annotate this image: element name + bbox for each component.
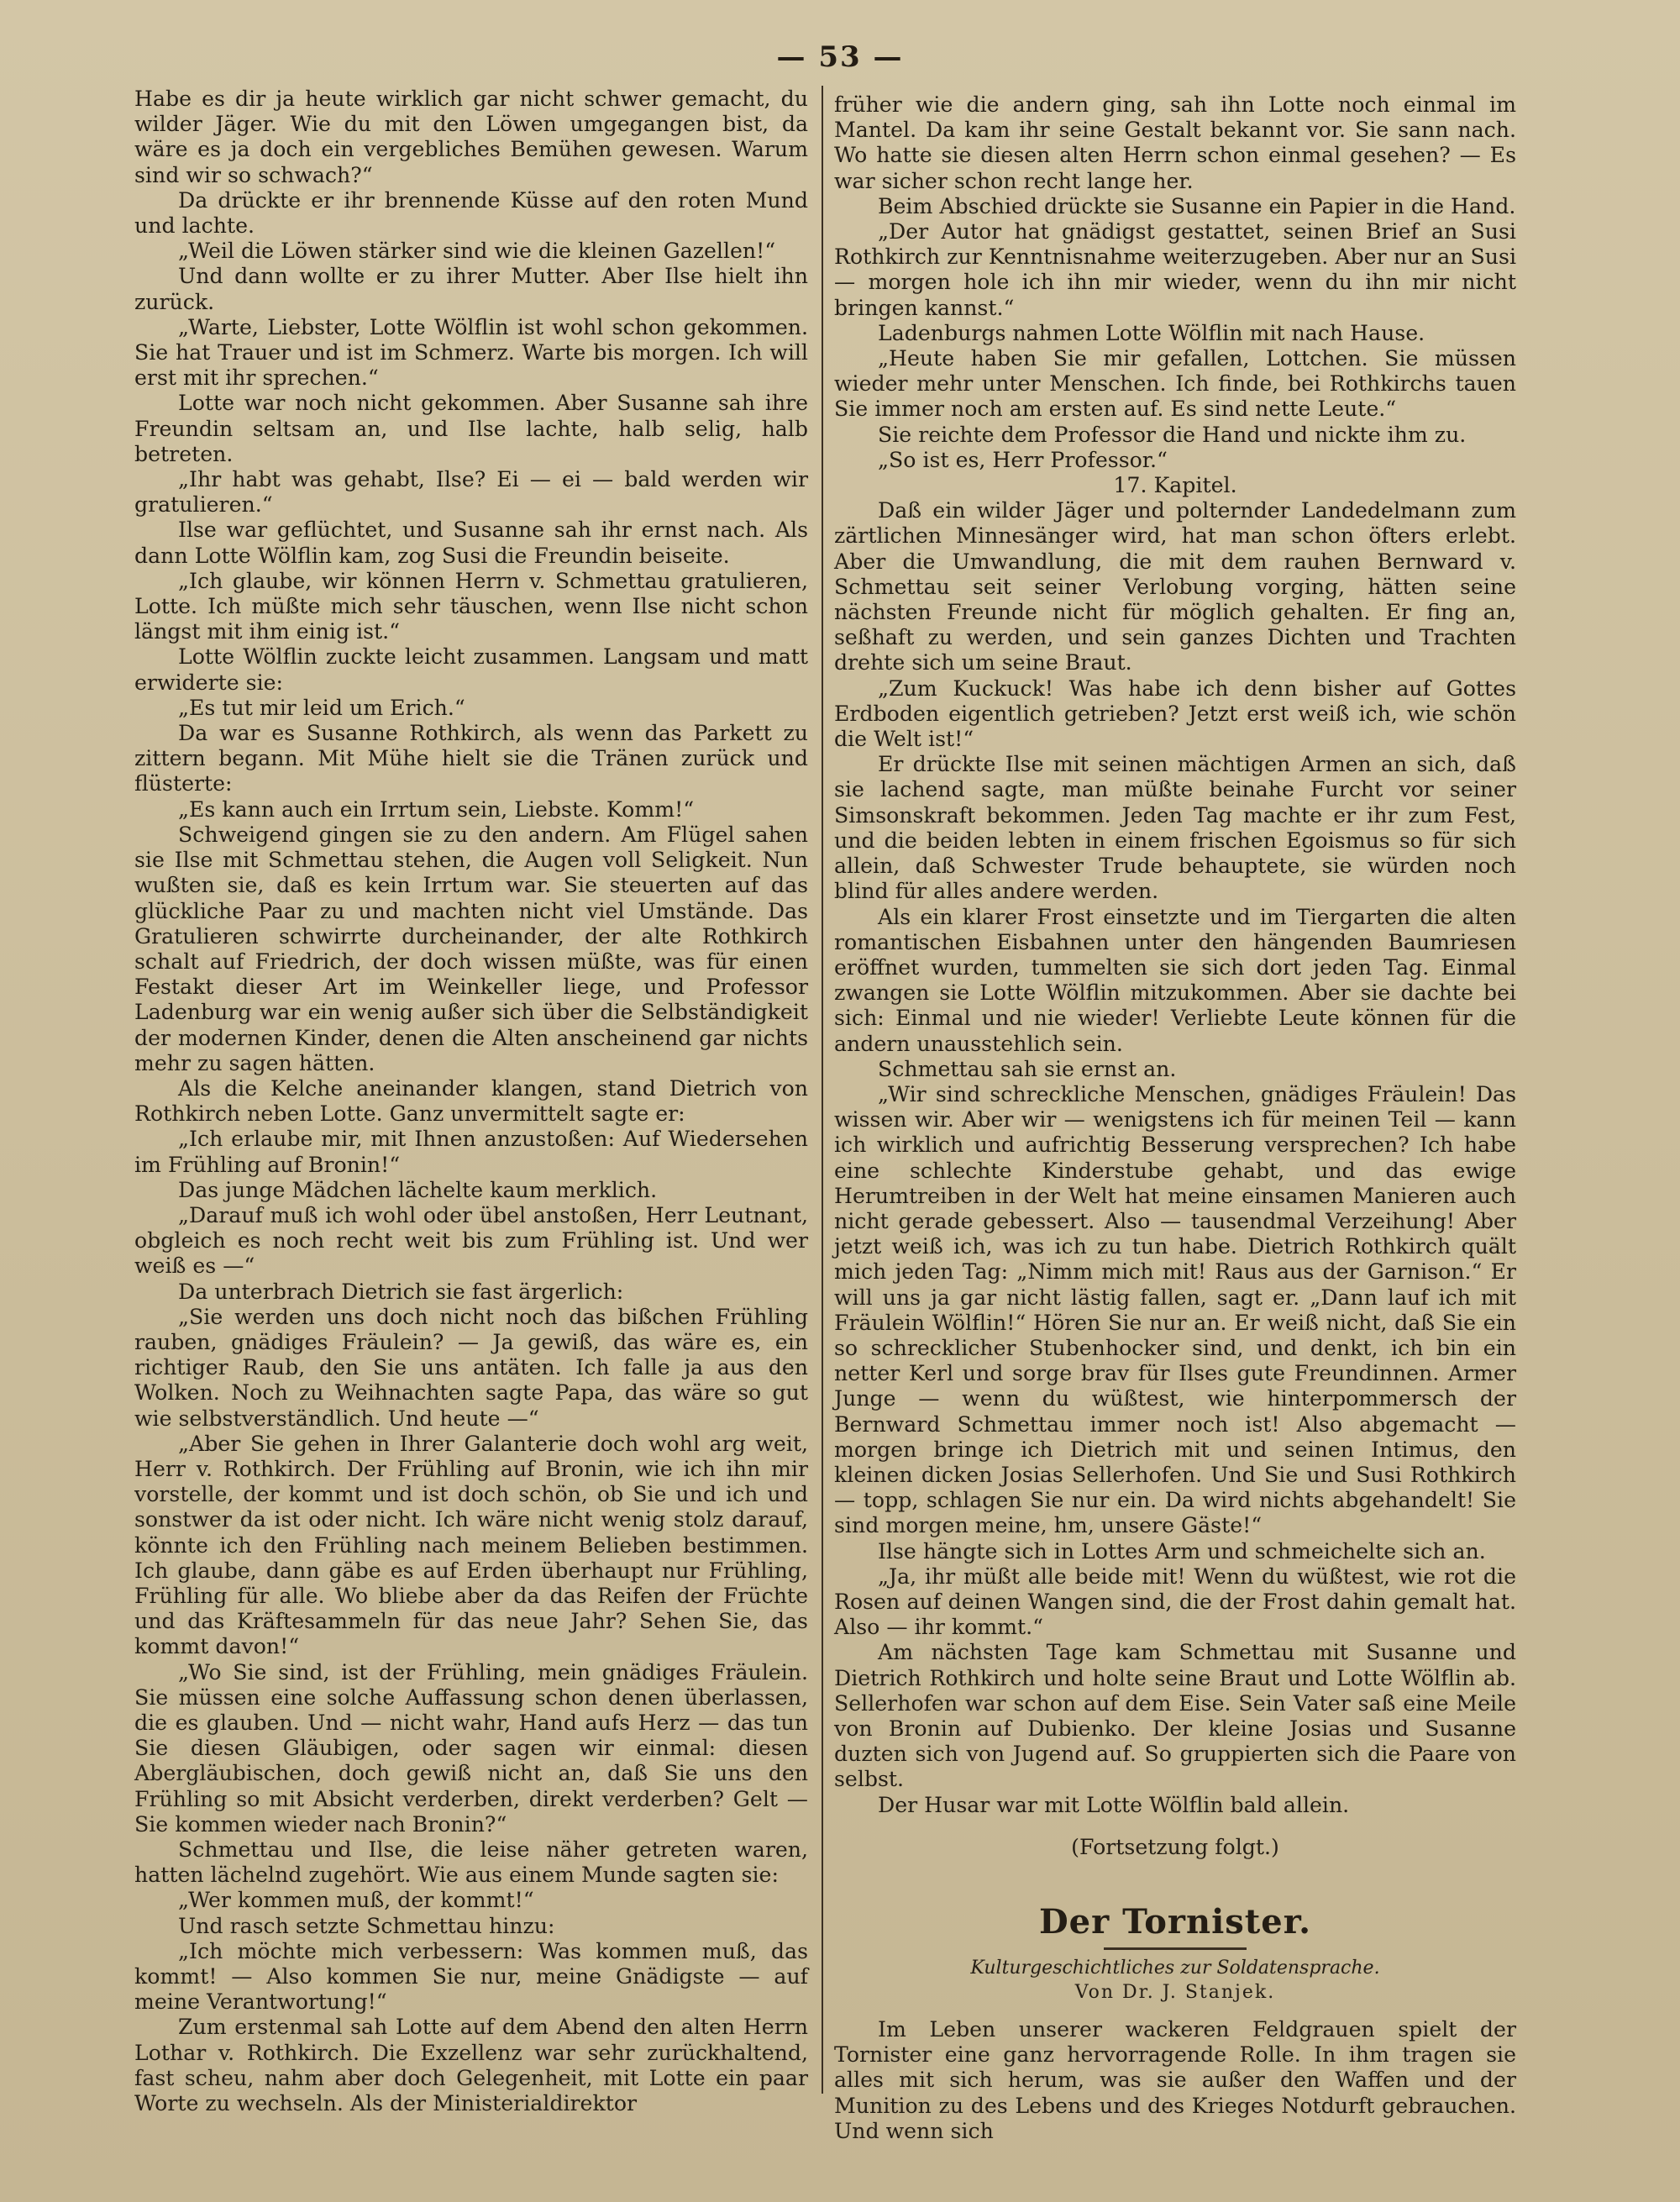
- paragraph: Da war es Susanne Rothkirch, als wenn das Parkett zu zittern begann. Mit Mühe hielt sie die Tränen zurück und flüsterte:: [134, 721, 808, 796]
- paragraph: „Ich glaube, wir können Herrn v. Schmettau gratulieren, Lotte. Ich müßte mich sehr täuschen, wenn Ilse nicht schon längst mit ihm einig ist.“: [134, 568, 808, 644]
- paragraph: „Wo Sie sind, ist der Frühling, mein gnädiges Fräulein. Sie müssen eine solche Auffassung schon denen überlassen, die es glauben. Und — nicht wahr, Hand aufs Herz — das tun Sie diesen Gläubigen, oder sagen wir einmal: diesen Abergläubischen, doch gewiß nicht an, daß Sie uns den Frühling so mit Absicht verderben, direkt verderben? Gelt — Sie kommen wieder nach Bronin?“: [134, 1659, 808, 1837]
- article-byline: Von Dr. J. Stanjek.: [1074, 1982, 1276, 2004]
- paragraph: „Es tut mir leid um Erich.“: [178, 695, 465, 720]
- paragraph: Daß ein wilder Jäger und polternder Landedelmann zum zärtlichen Minnesänger wird, hat man schon öfters erlebt. Aber die Umwandlung, die mit dem rauhen Bernward v. Schmettau seit seiner Verlobung vorging, hätten seine nächsten Freunde nicht für möglich gehalten. Er fing an, seßhaft zu werden, und sein ganzes Dichten und Trachten drehte sich um seine Braut.: [834, 498, 1516, 675]
- paragraph: „Ihr habt was gehabt, Ilse? Ei — ei — bald werden wir gratulieren.“: [134, 467, 808, 518]
- paragraph: Und rasch setzte Schmettau hinzu:: [178, 1913, 555, 1938]
- paragraph: Da unterbrach Dietrich sie fast ärgerlich:: [178, 1279, 624, 1304]
- paragraph: Sie reichte dem Professor die Hand und nickte ihm zu.: [878, 422, 1467, 447]
- article-body: Im Leben unserer wackeren Feldgrauen spielt der Tornister eine ganz hervorragende Rolle. In ihm tragen sie alles mit sich herum, was sie außer den Waffen und der Munition zu des Lebens und des Krieges Notdurft gebrauchen. Und wenn sich: [834, 2017, 1516, 2143]
- paragraph: Schmettau und Ilse, die leise näher getreten waren, hatten lächelnd zugehört. Wie aus einem Munde sagten sie:: [134, 1837, 808, 1888]
- paragraph: Lotte Wölflin zuckte leicht zusammen. Langsam und matt erwiderte sie:: [134, 644, 808, 695]
- paragraph: Da drückte er ihr brennende Küsse auf den roten Mund und lachte.: [134, 187, 808, 239]
- paragraph: früher wie die andern ging, sah ihn Lotte noch einmal im Mantel. Da kam ihr seine Gestalt bekannt vor. Sie sann nach. Wo hatte sie diesen alten Herrn schon einmal gesehen? — Es war sicher schon recht lange her.: [834, 92, 1516, 193]
- paragraph: „Aber Sie gehen in Ihrer Galanterie doch wohl arg weit, Herr v. Rothkirch. Der Frühling auf Bronin, wie ich ihn mir vorstelle, der kommt und ist doch schön, ob Sie und ich und sonstwer da ist oder nicht. Ich wäre nicht wenig stolz darauf, könnte ich den Frühling nach meinem Belieben bestimmen. Ich glaube, dann gäbe es auf Erden überhaupt nur Frühling, Frühling für alle. Wo bliebe aber da das Reifen der Früchte und das Kräftesammeln für das neue Jahr? Sehen Sie, das kommt davon!“: [134, 1431, 808, 1659]
- paragraph: Lotte war noch nicht gekommen. Aber Susanne sah ihre Freundin seltsam an, und Ilse lachte, halb selig, halb betreten.: [134, 391, 808, 466]
- continued-note: (Fortsetzung folgt.): [1071, 1834, 1279, 1859]
- paragraph: „Ich möchte mich verbessern: Was kommen muß, das kommt! — Also kommen Sie nur, meine Gnädigste — auf meine Verantwortung!“: [134, 1938, 808, 2015]
- paragraph: Als ein klarer Frost einsetzte und im Tiergarten die alten romantischen Eisbahnen unter den hängenden Baumriesen eröffnet wurden, tummelten sie sich dort jeden Tag. Einmal zwangen sie Lotte Wölflin mitzukommen. Aber sie dachte bei sich: Einmal und nie wieder! Verliebte Leute können für die andern unausstehlich sein.: [834, 904, 1516, 1056]
- paragraph: Beim Abschied drückte sie Susanne ein Papier in die Hand.: [878, 193, 1516, 218]
- paragraph: „Es kann auch ein Irrtum sein, Liebste. Komm!“: [178, 796, 695, 822]
- paragraph: „Ja, ihr müßt alle beide mit! Wenn du wüßtest, wie rot die Rosen auf deinen Wangen sind, die der Frost dahin gemalt hat. Also — ihr kommt.“: [834, 1563, 1516, 1640]
- paragraph: „Wir sind schreckliche Menschen, gnädiges Fräulein! Das wissen wir. Aber wir — wenigstens ich für meinen Teil — kann ich wirklich und aufrichtig Besserung versprechen? Ich habe eine schlechte Kinderstube gehabt, und das ewige Herumtreiben in der Welt hat meine einsamen Manieren auch nicht gerade gebessert. Also — tausendmal Verzeihung! Aber jetzt weiß ich, was ich zu tun habe. Dietrich Rothkirch quält mich jeden Tag: „Nimm mich mit! Raus aus der Garnison.“ Er will uns ja gar nicht lästig fallen, sagt er. „Dann lauf ich mit Fräulein Wölflin!“ Hören Sie nur an. Er weiß nicht, daß Sie ein so schrecklicher Stubenhocker sind, und denkt, ich bin ein netter Kerl und sorge brav für Ilses gute Freundinnen. Armer Junge — wenn du wüßtest, wie hinterpommersch der Bernward Schmettau immer noch ist! Also abgemacht — morgen bringe ich Dietrich mit und seinen Intimus, den kleinen dicken Josias Sellerhofen. Und Sie und Susi Rothkirch — topp, schlagen Sie nur ein. Da wird nichts abgehandelt! Sie sind morgen meine, hm, unsere Gäste!“: [834, 1081, 1516, 1538]
- paragraph: „So ist es, Herr Professor.“: [878, 447, 1168, 472]
- page-number: — 53 —: [776, 40, 904, 74]
- article-subtitle: Kulturgeschichtliches zur Soldatensprache.: [970, 1958, 1380, 1979]
- article-title: Der Tornister.: [1038, 1902, 1312, 1942]
- paragraph: Habe es dir ja heute wirklich gar nicht schwer gemacht, du wilder Jäger. Wie du mit den Löwen umgegangen bist, da wäre es ja doch ein vergebliches Bemühen gewesen. Warum sind wir so schwach?“: [134, 87, 808, 187]
- right-column: [834, 92, 1516, 2144]
- chapter-heading: 17. Kapitel.: [1113, 473, 1237, 498]
- paragraph: Zum erstenmal sah Lotte auf dem Abend den alten Herrn Lothar v. Rothkirch. Die Exzellenz war sehr zurückhaltend, fast scheu, nahm aber doch Gelegenheit, mit Lotte ein paar Worte zu wechseln. Als der Ministerialdirektor: [134, 2015, 808, 2116]
- paragraph: Ilse hängte sich in Lottes Arm und schmeichelte sich an.: [878, 1538, 1486, 1563]
- paragraph: „Zum Kuckuck! Was habe ich denn bisher auf Gottes Erdboden eigentlich getrieben? Jetzt erst weiß ich, wie schön die Welt ist!“: [834, 675, 1516, 752]
- paragraph: „Wer kommen muß, der kommt!“: [178, 1888, 534, 1913]
- paragraph: Er drückte Ilse mit seinen mächtigen Armen an sich, daß sie lachend sagte, man müßte beinahe Furcht vor seiner Simsonskraft bekommen. Jeden Tag machte er ihr zum Fest, und die beiden lebten in einem frischen Egoismus so für sich allein, daß Schwester Trude behauptete, sie würden noch blind für alles andere werden.: [834, 752, 1516, 904]
- paragraph: Ladenburgs nahmen Lotte Wölflin mit nach Hause.: [878, 320, 1425, 345]
- paragraph: „Weil die Löwen stärker sind wie die kleinen Gazellen!“: [178, 239, 776, 264]
- left-column: [134, 87, 808, 2116]
- article-header: [834, 1902, 1516, 2005]
- paragraph: Schweigend gingen sie zu den andern. Am Flügel sahen sie Ilse mit Schmettau stehen, die Augen voll Seligkeit. Nun wußten sie, daß es kein Irrtum war. Sie steuerten auf das glückliche Paar zu und machten nicht viel Umstände. Das Gratulieren schwirrte durcheinander, der alte Rothkirch schalt auf Friedrich, der doch wissen müßte, was für einen Festakt dieser Art im Weinkeller liege, und Professor Ladenburg war ein wenig außer sich über die Selbständigkeit der modernen Kinder, denen die Alten anscheinend gar nichts mehr zu sagen hätten.: [134, 822, 808, 1075]
- paragraph: „Heute haben Sie mir gefallen, Lottchen. Sie müssen wieder mehr unter Menschen. Ich finde, bei Rothkirchs tauen Sie immer noch am ersten auf. Es sind nette Leute.“: [834, 346, 1516, 422]
- column-divider: [822, 86, 823, 2094]
- title-underline: [1104, 1947, 1247, 1950]
- paragraph: „Ich erlaube mir, mit Ihnen anzustoßen: Auf Wiedersehen im Frühling auf Bronin!“: [134, 1127, 808, 1177]
- paragraph: Und dann wollte er zu ihrer Mutter. Aber Ilse hielt ihn zurück.: [134, 264, 808, 314]
- paragraph: „Der Autor hat gnädigst gestattet, seinen Brief an Susi Rothkirch zur Kenntnisnahme weiterzugeben. Aber nur an Susi — morgen hole ich ihn mir wieder, wenn du ihn mir nicht bringen kannst.“: [834, 219, 1516, 320]
- paragraph: „Warte, Liebster, Lotte Wölflin ist wohl schon gekommen. Sie hat Trauer und ist im Schmerz. Warte bis morgen. Ich will erst mit ihr sprechen.“: [134, 314, 808, 391]
- paragraph: Das junge Mädchen lächelte kaum merklich.: [178, 1177, 658, 1202]
- paragraph: „Sie werden uns doch nicht noch das bißchen Frühling rauben, gnädiges Fräulein? — Ja gewiß, das wäre es, ein richtiger Raub, den Sie uns antäten. Ich falle ja aus den Wolken. Noch zu Weihnachten sagte Papa, das wäre so gut wie selbstverständlich. Und heute —“: [134, 1304, 808, 1431]
- paragraph: Am nächsten Tage kam Schmettau mit Susanne und Dietrich Rothkirch und holte seine Braut und Lotte Wölflin ab. Sellerhofen war schon auf dem Eise. Sein Vater saß eine Meile von Bronin auf Dubienko. Der kleine Josias und Susanne duzten sich von Jugend auf. So gruppierten sich die Paare von selbst.: [834, 1640, 1516, 1792]
- paragraph: „Darauf muß ich wohl oder übel anstoßen, Herr Leutnant, obgleich es noch recht weit bis zum Frühling ist. Und wer weiß es —“: [134, 1202, 808, 1279]
- paragraph: Schmettau sah sie ernst an.: [878, 1056, 1177, 1081]
- paragraph: Ilse war geflüchtet, und Susanne sah ihr ernst nach. Als dann Lotte Wölflin kam, zog Susi die Freundin beiseite.: [134, 518, 808, 568]
- paragraph: Als die Kelche aneinander klangen, stand Dietrich von Rothkirch neben Lotte. Ganz unvermittelt sagte er:: [134, 1075, 808, 1127]
- paragraph: Der Husar war mit Lotte Wölflin bald allein.: [878, 1792, 1350, 1817]
